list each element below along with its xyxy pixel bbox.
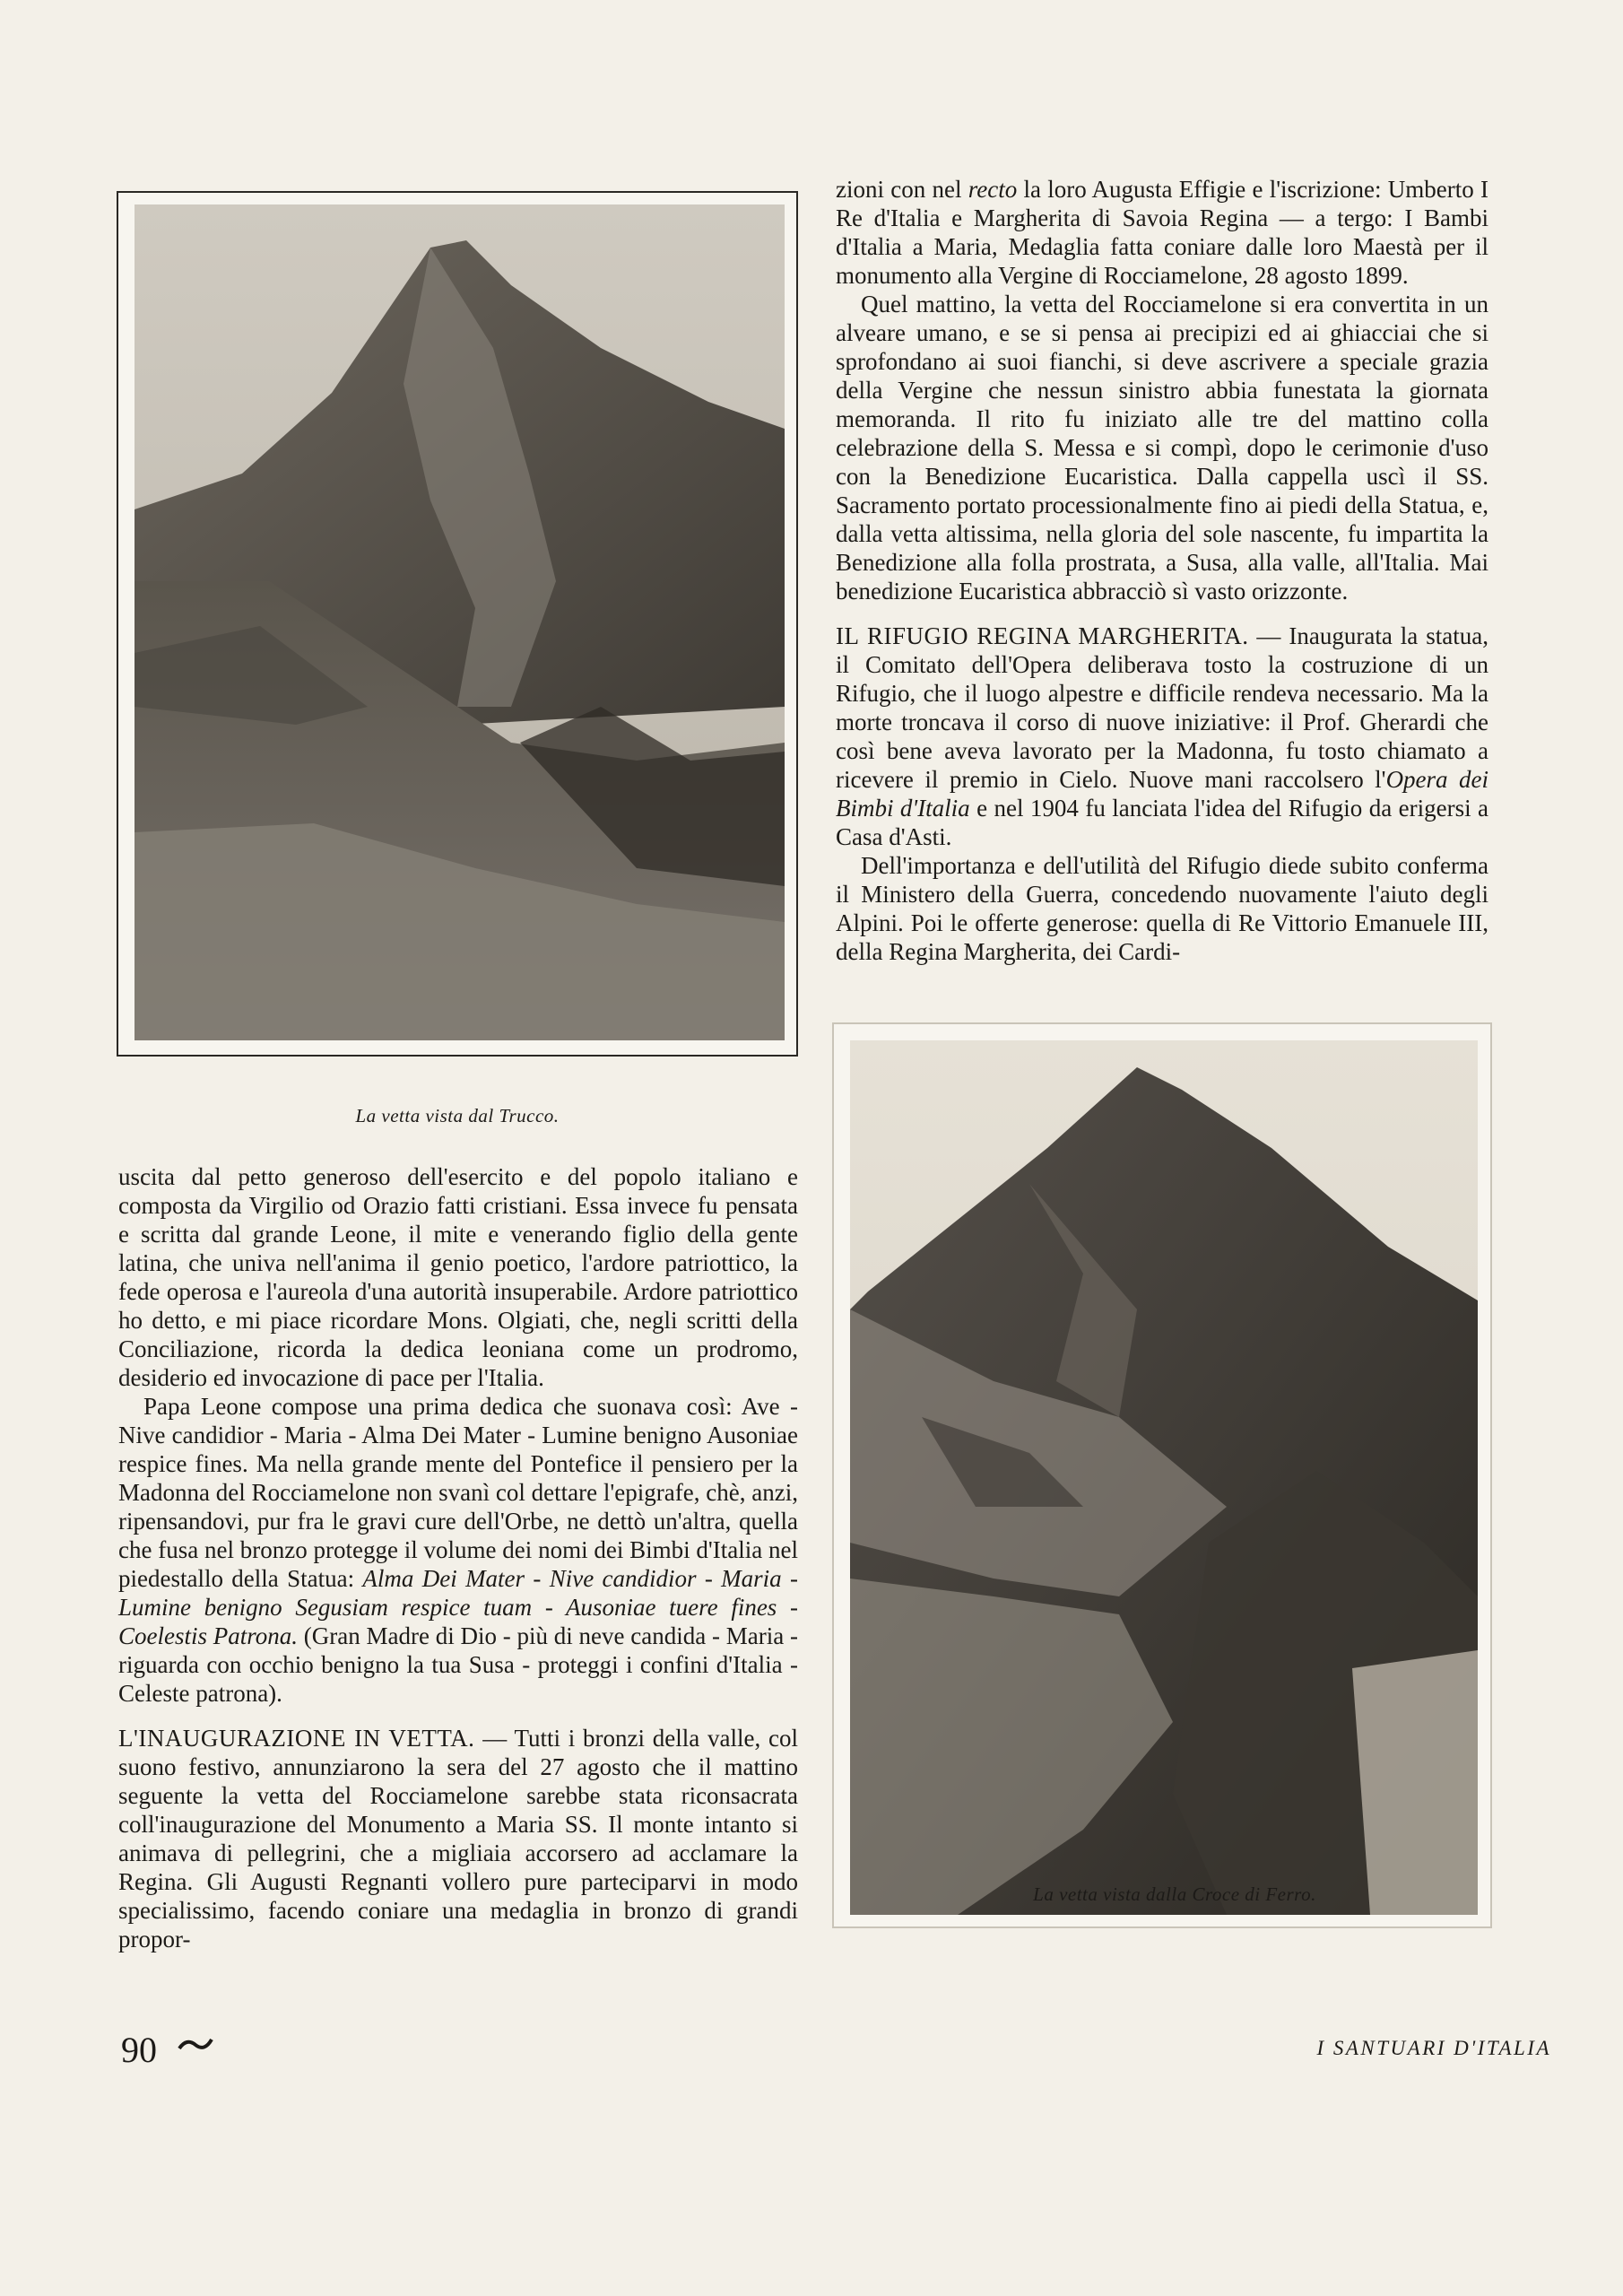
text-run: Papa Leone compose una prima dedica che suonava così: Ave - Nive candidior - Maria - Alma Dei Mater - Lumine benigno Ausoniae respice fines. Ma nella grande mente del Pontefice il pensiero per la Madonna del Rocciamelone non svanì col dettare l'epigrafe, chè, anzi, ripensandovi, pur fra le gravi cure dell'Orbe, ne dettò un'altra, quella che fusa nel bronzo protegge il volume dei nomi dei Bimbi d'Italia nel piedestallo della Statua:: [118, 1393, 798, 1592]
paragraph: [118, 1392, 798, 1708]
italic-text: Opera dei Bimbi d'Italia: [836, 766, 1488, 822]
text-run: Quel mattino, la vetta del Rocciamelone si era convertita in un alveare umano, e se si pensa ai precipizi ed ai ghiacciai che si sprofondano ai suoi fianchi, si deve ascrivere a speciale grazia della Vergine che nessun sinistro abbia funestata la giornata memoranda. Il rito fu iniziato alle tre del mattino colla celebrazione della S. Messa e si compì, dopo le cerimonie d'uso con la Benedizione Eucaristica. Dalla cappella uscì il SS. Sacramento portato processionalmente fino ai piedi della Statua, e, dalla vetta altissima, nella gloria del sole nascente, fu impartita la Benedizione alla folla prostrata, a Susa, alla valle, all'Italia. Mai benedizione Eucaristica abbracciò sì vasto orizzonte.: [836, 291, 1488, 604]
page-number-ornament: [178, 2034, 213, 2054]
text-run: Dell'importanza e dell'utilità del Rifugio diede subito conferma il Ministero della Guerra, concedendo nuovamente l'aiuto degli Alpini. Poi le offerte generose: quella di Re Vittorio Emanuele III, della Regina Margherita, dei Cardi-: [836, 852, 1488, 965]
figure-caption-croce-di-ferro: La vetta vista dalla Croce di Ferro.: [1033, 1883, 1316, 1905]
text-run: (Gran Madre di Dio - più di neve candida - Maria - riguarda con occhio benigno la tua Susa - proteggi i confini d'Italia - Celeste patrona).: [118, 1622, 798, 1707]
section-heading: L'INAUGURAZIONE IN VETTA.: [118, 1725, 475, 1752]
text-run: — Tutti i bronzi della valle, col suono festivo, annunziarono la sera del 27 agosto che il mattino seguente la vetta del Rocciamelone sarebbe stata riconsacrata coll'inaugurazione del Monumento a Maria SS. Il monte intanto si animava di pellegrini, che a migliaia accorsero ad acclamare la Regina. Gli Augusti Regnanti vollero pure parteciparvi in modo specialissimo, facendo coniare una medaglia in bronzo di grandi propor-: [118, 1725, 798, 1952]
page-number: 90: [121, 2030, 157, 2070]
text-run: e nel 1904 fu lanciata l'idea del Rifugio da erigersi a Casa d'Asti.: [836, 795, 1488, 850]
text-run: uscita dal petto generoso dell'esercito e del popolo italiano e composta da Virgilio od Orazio fatti cristiani. Essa invece fu pensata e scritta dal grande Leone, il mite e venerando figlio della gente latina, che univa nell'anima il genio poetico, l'ardore patriottico, la fede operosa e l'aureola d'una autorità insuperabile. Ardore patriottico ho detto, e mi piace ricordare Mons. Olgiati, che, negli scritti della Conciliazione, ricorda la dedica leoniana come un prodromo, desiderio ed invocazione di pace per l'Italia.: [118, 1163, 798, 1391]
right-column-text: [836, 175, 1488, 966]
running-title: I SANTUARI D'ITALIA: [1316, 2037, 1551, 2059]
left-column-text: [118, 1162, 798, 1953]
paragraph: [836, 622, 1488, 851]
paragraph: [836, 851, 1488, 966]
text-run: la loro Augusta Effigie e l'iscrizione: Umberto I Re d'Italia e Margherita di Savoia Regina — a tergo: I Bambi d'Italia a Maria, Medaglia fatta coniare dalle loro Maestà per il monumento alla Vergine di Rocciamelone, 28 agosto 1899.: [836, 176, 1488, 289]
paragraph: [118, 1724, 798, 1953]
text-run: zioni con nel: [836, 176, 968, 203]
paragraph: [836, 175, 1488, 290]
italic-text: recto: [968, 176, 1018, 203]
photo-vetta-dal-trucco: [135, 204, 785, 1040]
photo-vetta-dalla-croce-di-ferro: [850, 1040, 1478, 1915]
section-heading: IL RIFUGIO REGINA MARGHERITA.: [836, 622, 1249, 649]
italic-text: Alma Dei Mater - Nive candidior - Maria - Lumine benigno Segusiam respice tuam - Ausoniae tuere fines - Coelestis Patrona.: [118, 1565, 798, 1649]
figure-caption-trucco: La vetta vista dal Trucco.: [355, 1105, 560, 1126]
text-run: — Inaugurata la statua, il Comitato dell'Opera deliberava tosto la costruzione di un Rifugio, che il luogo alpestre e difficile rendeva necessario. Ma la morte troncava il corso di nuove iniziative: il Prof. Gherardi che così bene aveva lavorato per la Madonna, fu tosto chiamato a ricevere il premio in Cielo. Nuove mani raccolsero l': [836, 622, 1488, 793]
paragraph: [118, 1162, 798, 1392]
paragraph: [836, 290, 1488, 605]
